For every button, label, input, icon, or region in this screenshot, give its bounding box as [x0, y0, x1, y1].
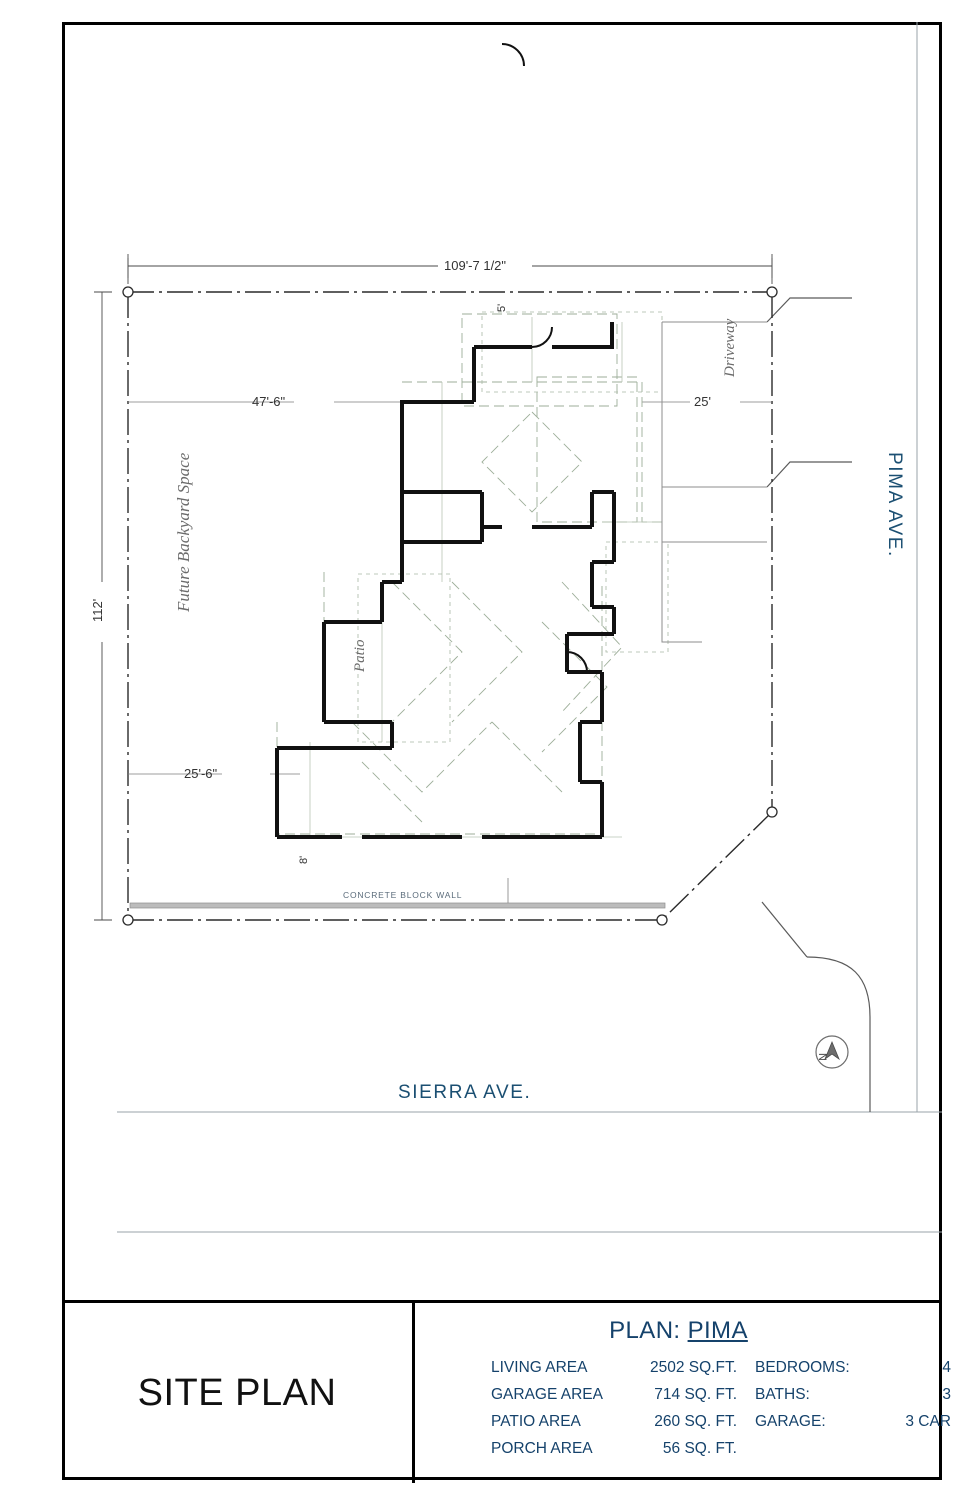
dimension-side-setback-small: 5' — [496, 303, 508, 312]
curb-top-tangents — [767, 298, 852, 487]
sheet-title: SITE PLAN — [137, 1371, 337, 1414]
title-block-right — [415, 1303, 951, 1483]
spec-label-porch-area: PORCH AREA — [491, 1440, 593, 1457]
annotation-patio: Patio — [352, 639, 368, 672]
spec-label-bedrooms: BEDROOMS: — [755, 1359, 850, 1376]
street-label-sierra: SIERRA AVE. — [398, 1082, 532, 1103]
spec-row — [491, 1440, 951, 1467]
spec-table — [491, 1359, 951, 1467]
dimension-rear-setback: 25'-6" — [184, 766, 218, 781]
spec-row — [491, 1359, 951, 1386]
spec-label-garage-area: GARAGE AREA — [491, 1386, 603, 1403]
driveway-outline — [662, 322, 767, 642]
spec-row — [491, 1413, 951, 1440]
dimension-top-label: 109'-7 1/2" — [444, 258, 507, 273]
spec-value-baths: 3 — [942, 1386, 951, 1403]
plan-value: PIMA — [687, 1317, 748, 1344]
plan-name-line — [415, 1317, 942, 1345]
spec-row — [491, 1386, 951, 1413]
dimension-left-label: 112' — [90, 598, 105, 622]
dimension-bottom-setback: 8' — [298, 855, 310, 864]
spec-label-garage: GARAGE: — [755, 1413, 826, 1430]
title-block — [62, 1300, 951, 1480]
street-label-pima: PIMA AVE. — [884, 452, 905, 558]
spec-value-bedrooms: 4 — [942, 1359, 951, 1376]
dimension-side-setback-right: 25' — [694, 394, 711, 409]
plan-label: PLAN: — [609, 1317, 681, 1344]
annotation-block-wall: CONCRETE BLOCK WALL — [343, 890, 463, 900]
street-curb — [762, 902, 870, 1112]
title-block-left — [62, 1303, 412, 1483]
spec-label-patio-area: PATIO AREA — [491, 1413, 581, 1430]
house-wall-outline — [277, 322, 614, 837]
spec-label-baths: BATHS: — [755, 1386, 810, 1403]
annotation-driveway: Driveway — [722, 318, 738, 377]
north-arrow-label: N — [816, 1053, 828, 1061]
north-arrow-icon — [816, 1036, 848, 1068]
right-of-way-lines — [117, 22, 942, 1232]
spec-value-garage-area: 714 SQ. FT. — [654, 1386, 737, 1403]
ghost-thin-boxes — [358, 312, 668, 742]
drawing-area — [62, 22, 942, 1300]
spec-value-garage: 3 CAR — [905, 1413, 951, 1430]
roof-ghost-lines — [277, 314, 662, 834]
spec-value-porch-area: 56 SQ. FT. — [662, 1440, 737, 1457]
ghost-light-lines — [310, 317, 662, 837]
dimension-front-setback: 47'-6" — [252, 394, 286, 409]
spec-value-living-area: 2502 SQ.FT. — [649, 1359, 737, 1376]
spec-label-living-area: LIVING AREA — [491, 1359, 588, 1376]
spec-value-patio-area: 260 SQ. FT. — [654, 1413, 737, 1430]
door-swings — [502, 44, 587, 672]
site-plan-drawing — [62, 22, 942, 1300]
annotation-future-backyard: Future Backyard Space — [174, 452, 193, 612]
